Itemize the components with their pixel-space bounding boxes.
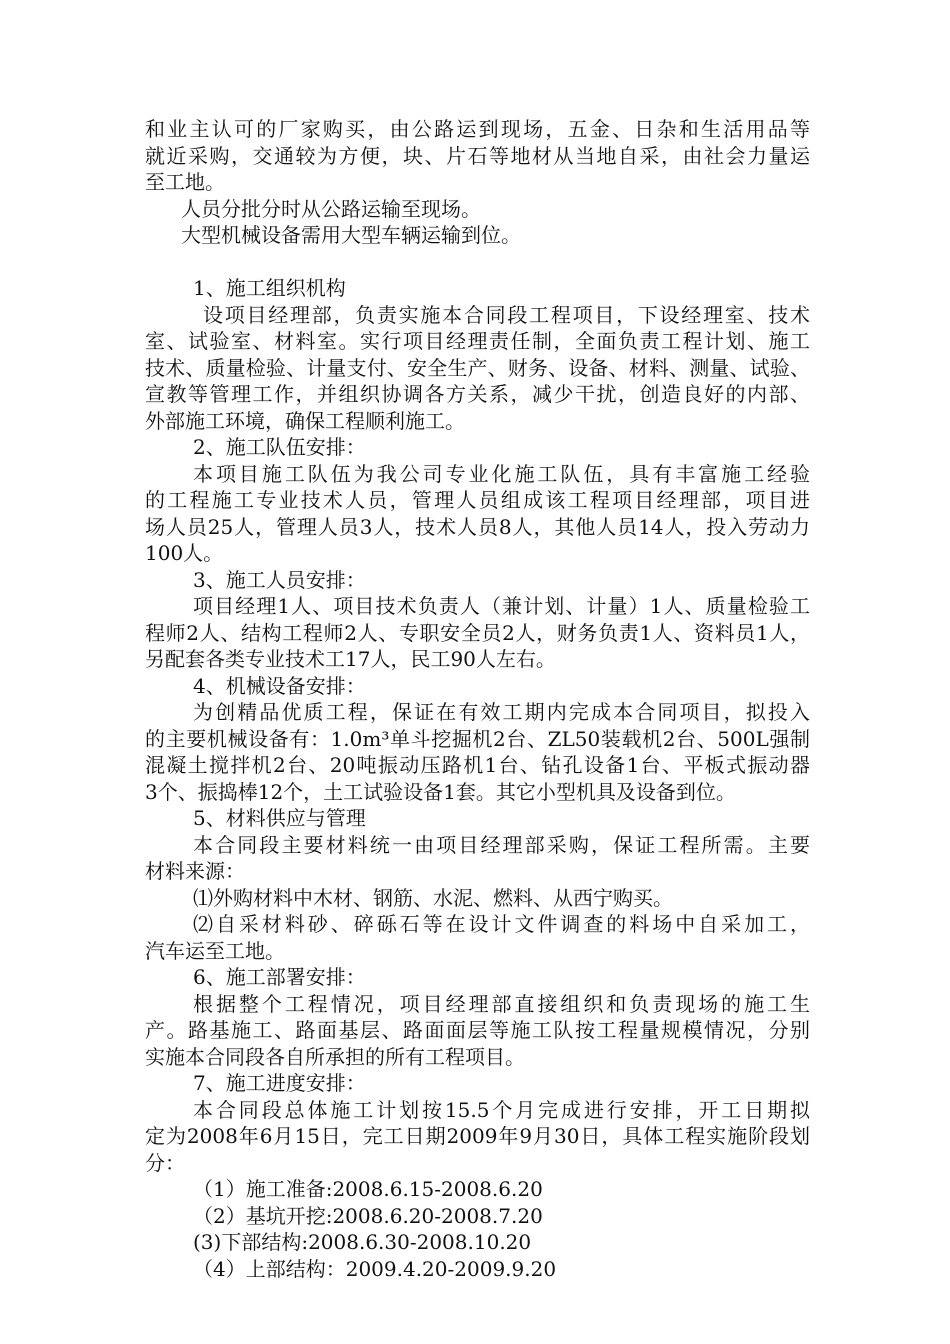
text-line: 设项目经理部，负责实施本合同段工程项目，下设经理室、技术 xyxy=(203,302,810,327)
text-line: 场人员25人，管理人员3人，技术人员8人，其他人员14人，投入劳动力 xyxy=(145,514,810,539)
text-line: 至工地。 xyxy=(145,170,225,194)
text-line: 就近采购，交通较为方便，块、片石等地材从当地自采，由社会力量运 xyxy=(145,143,810,168)
text-line: 本合同段主要材料统一由项目经理部采购，保证工程所需。主要 xyxy=(193,832,810,857)
document-body xyxy=(145,116,810,1282)
schedule-item: （1）施工准备:2008.6.15-2008.6.20 xyxy=(193,1177,543,1201)
blank-line xyxy=(145,249,810,276)
text-line: 程师2人、结构工程师2人、专职安全员2人，财务负责1人、资料员1人， xyxy=(145,620,810,645)
text-line: 100人。 xyxy=(145,541,224,565)
schedule-item: （4）上部结构：2009.4.20-2009.9.20 xyxy=(193,1256,557,1281)
text-line: 本项目施工队伍为我公司专业化施工队伍，具有丰富施工经验 xyxy=(193,461,810,486)
text-line: 的工程施工专业技术人员，管理人员组成该工程项目经理部，项目进 xyxy=(145,488,810,512)
section-heading: 6、施工部署安排： xyxy=(193,965,366,989)
text-line: 汽车运至工地。 xyxy=(145,938,285,963)
text-line: 混凝土搅拌机2台、20吨振动压路机1台、钻孔设备1台、平板式振动器 xyxy=(145,753,810,777)
section-heading: 2、施工队伍安排： xyxy=(193,435,366,459)
text-line: 定为2008年6月15日，完工日期2009年9月30日，具体工程实施阶段划 xyxy=(145,1124,810,1148)
text-line: 项目经理1人、项目技术负责人（兼计划、计量）1人、质量检验工 xyxy=(193,594,810,618)
text-line: 和业主认可的厂家购买，由公路运到现场，五金、日杂和生活用品等 xyxy=(145,117,810,141)
schedule-item: (3)下部结构:2008.6.30-2008.10.20 xyxy=(193,1230,532,1254)
text-line: 实施本合同段各自所承担的所有工程项目。 xyxy=(145,1044,525,1069)
schedule-item: （2）基坑开挖:2008.6.20-2008.7.20 xyxy=(193,1203,543,1228)
section-heading: 5、材料供应与管理 xyxy=(193,806,366,830)
list-item: ⑵自采材料砂、碎砾石等在设计文件调查的料场中自采加工， xyxy=(193,912,810,936)
text-line: 室、试验室、材料室。实行项目经理责任制，全面负责工程计划、施工 xyxy=(145,329,810,353)
text-line: 人员分批分时从公路运输至现场。 xyxy=(181,196,481,221)
text-line: 宣教等管理工作，并组织协调各方关系，减少干扰，创造良好的内部、 xyxy=(145,382,810,406)
text-line: 根据整个工程情况，项目经理部直接组织和负责现场的施工生 xyxy=(193,991,810,1016)
section-heading: 7、施工进度安排： xyxy=(193,1071,366,1095)
text-line: 外部施工环境，确保工程顺利施工。 xyxy=(145,408,465,433)
list-item: ⑴外购材料中木材、钢筋、水泥、燃料、从西宁购买。 xyxy=(193,885,673,910)
text-line: 为创精品优质工程，保证在有效工期内完成本合同项目，拟投入 xyxy=(193,700,810,724)
text-line: 材料来源： xyxy=(145,859,245,883)
text-line: 另配套各类专业技术工17人，民工90人左右。 xyxy=(145,647,556,671)
text-line: 的主要机械设备有：1.0m³单斗挖掘机2台、ZL50装载机2台、500L强制 xyxy=(145,726,810,751)
section-heading: 3、施工人员安排： xyxy=(193,567,366,592)
text-line: 3个、振捣棒12个，土工试验设备1套。其它小型机具及设备到位。 xyxy=(145,779,736,804)
section-heading: 4、机械设备安排： xyxy=(193,673,366,698)
text-line: 分： xyxy=(145,1150,185,1175)
text-line: 技术、质量检验、计量支付、安全生产、财务、设备、材料、测量、试验、 xyxy=(145,355,810,380)
text-line: 产。路基施工、路面基层、路面面层等施工队按工程量规模情况，分别 xyxy=(145,1018,810,1042)
text-line: 本合同段总体施工计划按15.5个月完成进行安排，开工日期拟 xyxy=(193,1097,810,1122)
section-heading: 1、施工组织机构 xyxy=(193,276,346,300)
text-line: 大型机械设备需用大型车辆运输到位。 xyxy=(181,223,521,247)
